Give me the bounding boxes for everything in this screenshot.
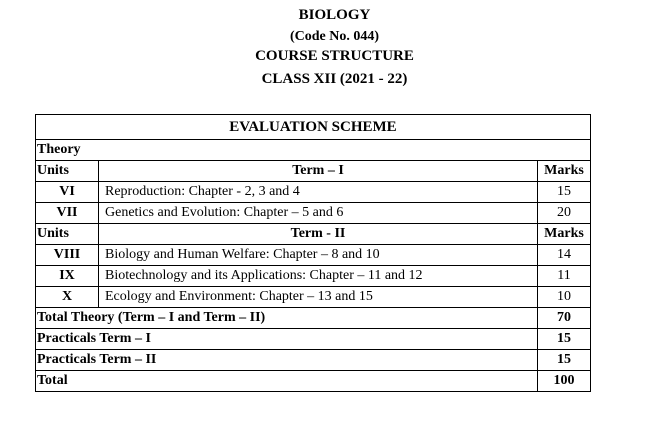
table-row <box>36 182 591 203</box>
description-cell: Ecology and Environment: Chapter – 13 and 15 <box>99 287 538 308</box>
marks-cell: 11 <box>538 266 591 287</box>
section-row <box>36 140 591 161</box>
description-cell: Biology and Human Welfare: Chapter – 8 and 10 <box>99 245 538 266</box>
term1-header: Term – I <box>99 161 538 182</box>
unit-cell: VIII <box>36 245 99 266</box>
section-label: Theory <box>36 140 591 161</box>
table-title: EVALUATION SCHEME <box>36 115 591 140</box>
subject-code: (Code No. 044) <box>289 29 380 44</box>
total-label: Total <box>36 371 538 392</box>
total-label: Practicals Term – I <box>36 329 538 350</box>
marks-cell: 14 <box>538 245 591 266</box>
marks-cell: 10 <box>538 287 591 308</box>
table-row <box>36 266 591 287</box>
total-label: Practicals Term – II <box>36 350 538 371</box>
unit-cell: VII <box>36 203 99 224</box>
description-cell: Genetics and Evolution: Chapter – 5 and 6 <box>99 203 538 224</box>
table-title-row <box>36 115 591 140</box>
unit-cell: IX <box>36 266 99 287</box>
table-row <box>36 203 591 224</box>
total-label: Total Theory (Term – I and Term – II) <box>36 308 538 329</box>
table-row <box>36 245 591 266</box>
total-marks: 100 <box>538 371 591 392</box>
unit-cell: X <box>36 287 99 308</box>
marks-cell: 20 <box>538 203 591 224</box>
total-marks: 15 <box>538 329 591 350</box>
unit-cell: VI <box>36 182 99 203</box>
total-marks: 70 <box>538 308 591 329</box>
term1-header-row <box>36 161 591 182</box>
units-header: Units <box>36 161 99 182</box>
subject-title: BIOLOGY <box>298 7 371 23</box>
total-row <box>36 329 591 350</box>
term2-header: Term - II <box>99 224 538 245</box>
term2-header-row <box>36 224 591 245</box>
description-cell: Biotechnology and its Applications: Chapter – 11 and 12 <box>99 266 538 287</box>
total-marks: 15 <box>538 350 591 371</box>
total-row <box>36 308 591 329</box>
course-structure-heading: COURSE STRUCTURE <box>255 48 414 64</box>
marks-cell: 15 <box>538 182 591 203</box>
marks-header: Marks <box>538 161 591 182</box>
marks-header: Marks <box>538 224 591 245</box>
description-cell: Reproduction: Chapter - 2, 3 and 4 <box>99 182 538 203</box>
units-header: Units <box>36 224 99 245</box>
total-row <box>36 371 591 392</box>
total-row <box>36 350 591 371</box>
table-row <box>36 287 591 308</box>
class-heading: CLASS XII (2021 - 22) <box>261 71 408 87</box>
evaluation-scheme-table <box>35 114 591 392</box>
